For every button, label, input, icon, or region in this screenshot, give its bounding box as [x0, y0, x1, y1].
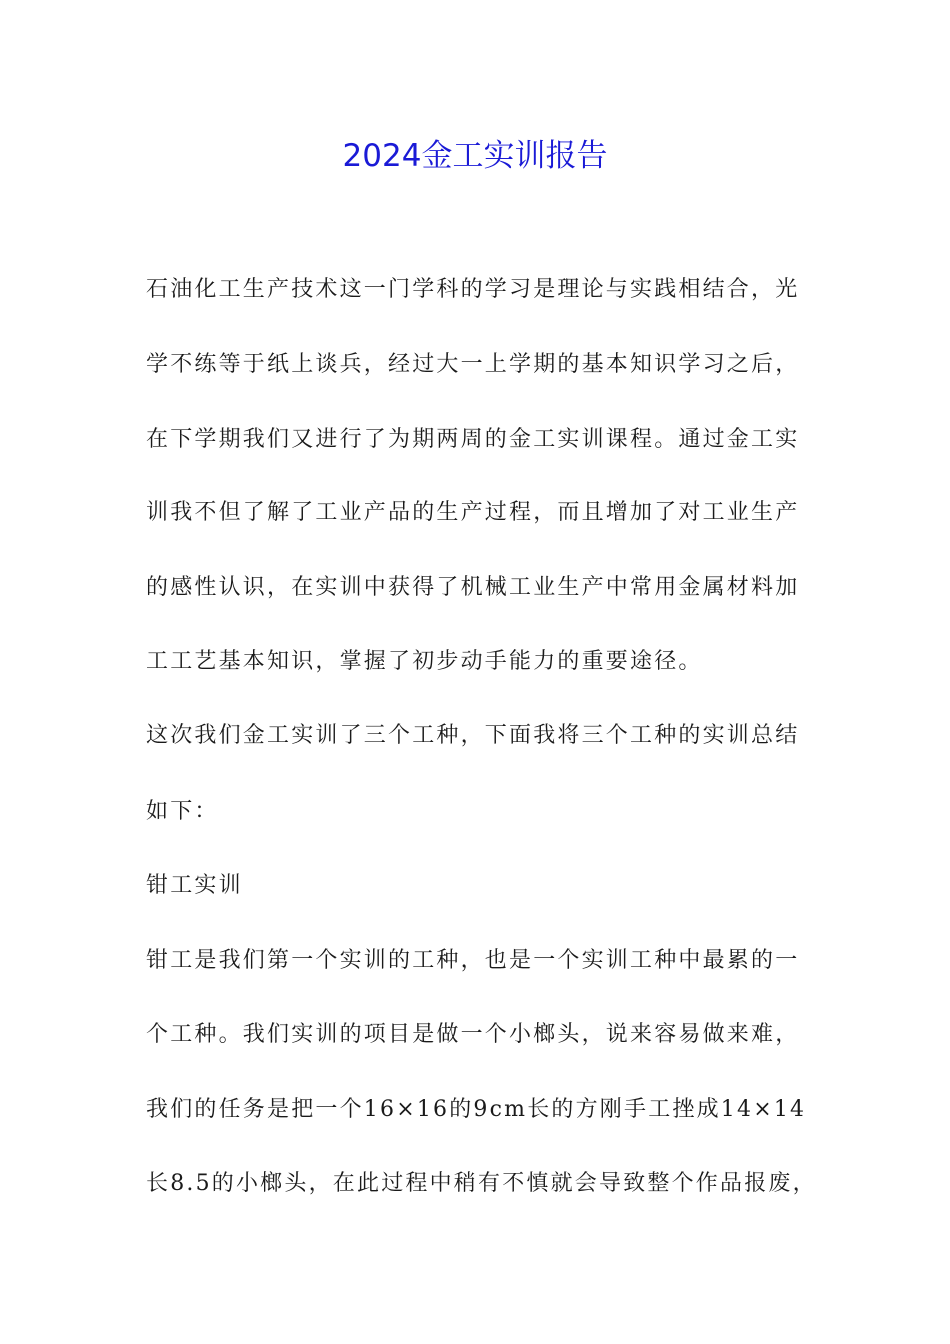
- paragraph-line: 在下学期我们又进行了为期两周的金工实训课程。通过金工实: [146, 427, 800, 452]
- paragraph-line: 学不练等于纸上谈兵，经过大一上学期的基本知识学习之后，: [146, 352, 800, 377]
- paragraph-line: 我们的任务是把一个16×16的9cm长的方刚手工挫成14×14: [146, 1097, 807, 1122]
- paragraph-line: 训我不但了解了工业产品的生产过程，而且增加了对工业生产: [146, 500, 800, 525]
- paragraph-line: 个工种。我们实训的项目是做一个小榔头，说来容易做来难，: [146, 1022, 800, 1047]
- paragraph-line: 工工艺基本知识，掌握了初步动手能力的重要途径。: [146, 649, 703, 674]
- paragraph-line: 如下：: [146, 799, 219, 824]
- paragraph-line: 这次我们金工实训了三个工种，下面我将三个工种的实训总结: [146, 723, 800, 748]
- paragraph-line: 的感性认识，在实训中获得了机械工业生产中常用金属材料加: [146, 575, 800, 600]
- paragraph-line: 钳工是我们第一个实训的工种，也是一个实训工种中最累的一: [146, 948, 800, 973]
- document-title: 2024金工实训报告: [342, 138, 608, 174]
- section-heading: 钳工实训: [146, 873, 243, 898]
- paragraph-line: 长8.5的小榔头，在此过程中稍有不慎就会导致整个作品报废，: [146, 1171, 817, 1196]
- paragraph-line: 石油化工生产技术这一门学科的学习是理论与实践相结合，光: [146, 277, 800, 302]
